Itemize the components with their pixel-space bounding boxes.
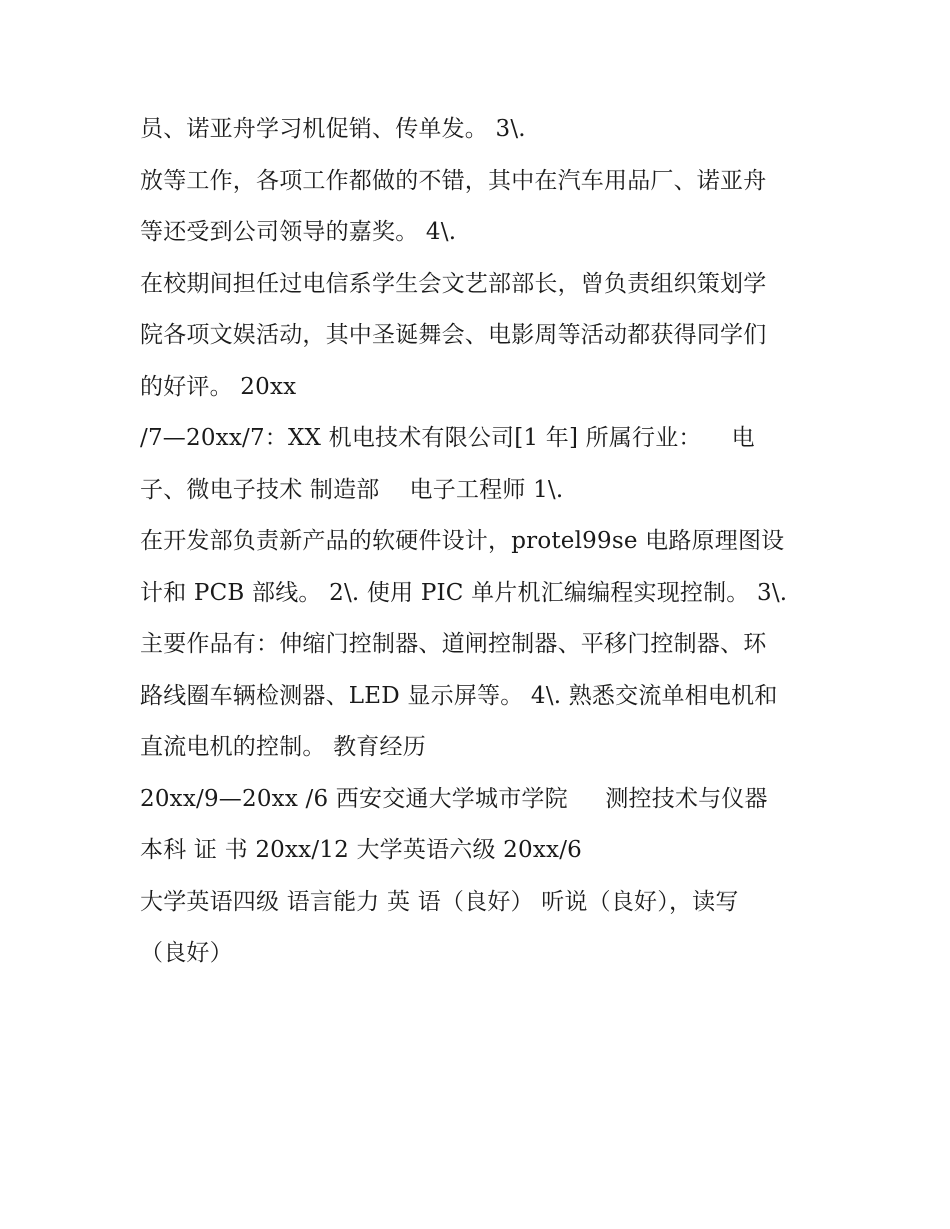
document-body	[140, 104, 820, 980]
text-line: 的好评。 20xx	[140, 373, 297, 400]
text-line: （良好）	[140, 940, 233, 966]
text-line: 大学英语四级 语言能力 英 语（良好） 听说（良好），读写	[140, 888, 739, 915]
text-line: 员、诺亚舟学习机促销、传单发。 3\.	[140, 116, 526, 142]
text-line: 院各项文娱活动，其中圣诞舞会、电影周等活动都获得同学们	[140, 322, 767, 348]
text-line: /7—20xx/7：XX 机电技术有限公司[1 年] 所属行业： 电	[140, 425, 755, 451]
text-line: 直流电机的控制。 教育经历	[140, 734, 426, 760]
text-line: 计和 PCB 部线。 2\. 使用 PIC 单片机汇编编程实现控制。 3\.	[140, 579, 788, 606]
text-line: 等还受到公司领导的嘉奖。 4\.	[140, 219, 457, 245]
text-line: 路线圈车辆检测器、LED 显示屏等。 4\. 熟悉交流单相电机和	[140, 682, 778, 709]
text-line: 放等工作，各项工作都做的不错，其中在汽车用品厂、诺亚舟	[140, 167, 767, 194]
text-line: 子、微电子技术 制造部 电子工程师 1\.	[140, 476, 564, 503]
text-line: 在开发部负责新产品的软硬件设计，protel99se 电路原理图设	[140, 528, 785, 554]
text-line: 主要作品有：伸缩门控制器、道闸控制器、平移门控制器、环	[140, 631, 767, 657]
text-line: 本科 证 书 20xx/12 大学英语六级 20xx/6	[140, 837, 582, 863]
text-line: 在校期间担任过电信系学生会文艺部部长，曾负责组织策划学	[140, 270, 767, 297]
text-line: 20xx/9—20xx /6 西安交通大学城市学院 测控技术与仪器	[140, 785, 768, 812]
